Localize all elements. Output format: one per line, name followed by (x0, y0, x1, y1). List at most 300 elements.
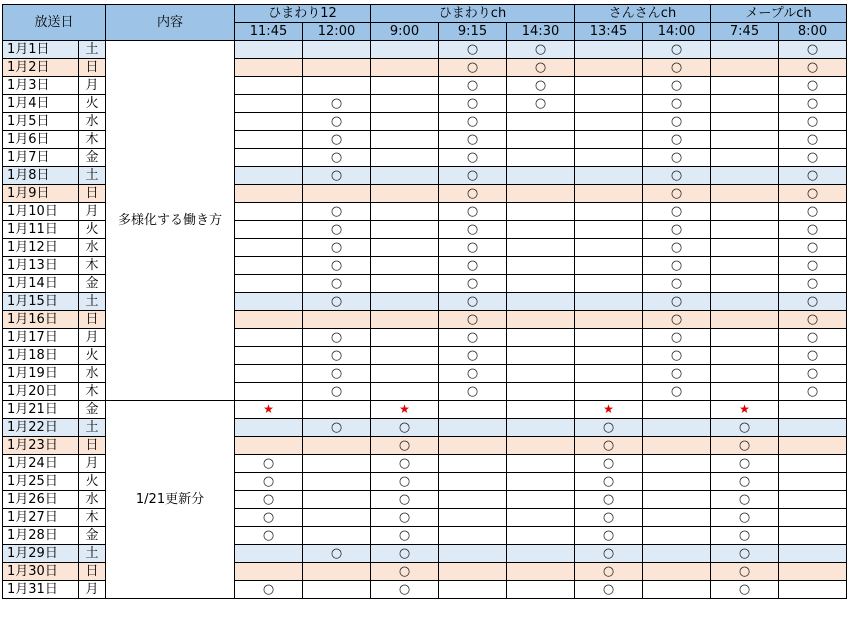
circle-mark-icon: ○ (330, 132, 343, 147)
slot-cell (371, 221, 439, 239)
weekday-cell: 土 (79, 167, 106, 185)
slot-cell (235, 455, 303, 473)
circle-mark-icon: ○ (262, 456, 275, 471)
circle-mark-icon: ○ (602, 438, 615, 453)
slot-cell (235, 563, 303, 581)
header-channel-maplech: メープルch (711, 5, 847, 23)
header-time: 14:00 (643, 23, 711, 41)
circle-mark-icon: ○ (806, 366, 819, 381)
slot-cell (371, 401, 439, 419)
weekday-cell: 火 (79, 347, 106, 365)
header-time: 11:45 (235, 23, 303, 41)
header-row-channels (3, 5, 847, 23)
slot-cell (643, 545, 711, 563)
date-cell: 1月3日 (3, 77, 79, 95)
date-cell: 1月27日 (3, 509, 79, 527)
header-time: 13:45 (575, 23, 643, 41)
slot-cell (507, 293, 575, 311)
slot-cell (643, 401, 711, 419)
slot-cell (711, 113, 779, 131)
slot-cell (575, 329, 643, 347)
slot-cell (507, 275, 575, 293)
table-row (3, 41, 847, 59)
circle-mark-icon: ○ (670, 330, 683, 345)
slot-cell (575, 95, 643, 113)
slot-cell (371, 347, 439, 365)
circle-mark-icon: ○ (534, 78, 547, 93)
slot-cell (371, 311, 439, 329)
slot-cell (507, 77, 575, 95)
date-cell: 1月10日 (3, 203, 79, 221)
date-cell: 1月8日 (3, 167, 79, 185)
slot-cell (371, 455, 439, 473)
slot-cell (575, 383, 643, 401)
circle-mark-icon: ○ (466, 276, 479, 291)
circle-mark-icon: ○ (466, 312, 479, 327)
slot-cell (235, 167, 303, 185)
slot-cell (507, 527, 575, 545)
slot-cell (303, 131, 371, 149)
slot-cell (439, 239, 507, 257)
slot-cell (779, 455, 847, 473)
slot-cell (643, 383, 711, 401)
slot-cell (711, 59, 779, 77)
slot-cell (643, 77, 711, 95)
date-cell: 1月28日 (3, 527, 79, 545)
slot-cell (303, 527, 371, 545)
circle-mark-icon: ○ (466, 366, 479, 381)
circle-mark-icon: ○ (398, 546, 411, 561)
content-cell: 1/21更新分 (106, 401, 235, 599)
circle-mark-icon: ○ (806, 204, 819, 219)
slot-cell (779, 131, 847, 149)
slot-cell (643, 509, 711, 527)
slot-cell (439, 203, 507, 221)
slot-cell (303, 257, 371, 275)
circle-mark-icon: ○ (602, 582, 615, 597)
slot-cell (439, 545, 507, 563)
circle-mark-icon: ○ (806, 258, 819, 273)
slot-cell (507, 95, 575, 113)
weekday-cell: 木 (79, 509, 106, 527)
slot-cell (439, 383, 507, 401)
slot-cell (711, 77, 779, 95)
circle-mark-icon: ○ (602, 420, 615, 435)
slot-cell (439, 113, 507, 131)
circle-mark-icon: ○ (602, 474, 615, 489)
slot-cell (643, 365, 711, 383)
slot-cell (711, 257, 779, 275)
slot-cell (779, 41, 847, 59)
weekday-cell: 月 (79, 77, 106, 95)
header-time: 7:45 (711, 23, 779, 41)
circle-mark-icon: ○ (466, 60, 479, 75)
slot-cell (643, 491, 711, 509)
weekday-cell: 土 (79, 293, 106, 311)
circle-mark-icon: ○ (466, 42, 479, 57)
weekday-cell: 日 (79, 437, 106, 455)
slot-cell (575, 347, 643, 365)
circle-mark-icon: ○ (330, 330, 343, 345)
weekday-cell: 火 (79, 473, 106, 491)
slot-cell (303, 113, 371, 131)
weekday-cell: 土 (79, 545, 106, 563)
slot-cell (507, 401, 575, 419)
circle-mark-icon: ○ (602, 528, 615, 543)
slot-cell (643, 347, 711, 365)
slot-cell (643, 131, 711, 149)
slot-cell (575, 239, 643, 257)
slot-cell (779, 581, 847, 599)
slot-cell (643, 203, 711, 221)
slot-cell (507, 167, 575, 185)
slot-cell (711, 41, 779, 59)
weekday-cell: 水 (79, 491, 106, 509)
slot-cell (643, 275, 711, 293)
circle-mark-icon: ○ (738, 438, 751, 453)
circle-mark-icon: ○ (330, 384, 343, 399)
circle-mark-icon: ○ (670, 276, 683, 291)
slot-cell (711, 545, 779, 563)
circle-mark-icon: ○ (534, 96, 547, 111)
slot-cell (439, 221, 507, 239)
slot-cell (711, 401, 779, 419)
slot-cell (507, 221, 575, 239)
weekday-cell: 日 (79, 185, 106, 203)
date-cell: 1月24日 (3, 455, 79, 473)
slot-cell (371, 275, 439, 293)
slot-cell (371, 545, 439, 563)
slot-cell (643, 473, 711, 491)
slot-cell (371, 329, 439, 347)
circle-mark-icon: ○ (466, 114, 479, 129)
date-cell: 1月6日 (3, 131, 79, 149)
slot-cell (779, 275, 847, 293)
circle-mark-icon: ○ (806, 78, 819, 93)
slot-cell (711, 203, 779, 221)
weekday-cell: 金 (79, 527, 106, 545)
slot-cell (507, 149, 575, 167)
slot-cell (779, 437, 847, 455)
slot-cell (235, 329, 303, 347)
slot-cell (371, 563, 439, 581)
slot-cell (235, 185, 303, 203)
slot-cell (303, 347, 371, 365)
slot-cell (235, 527, 303, 545)
slot-cell (643, 527, 711, 545)
slot-cell (439, 509, 507, 527)
slot-cell (235, 419, 303, 437)
circle-mark-icon: ○ (806, 60, 819, 75)
slot-cell (779, 95, 847, 113)
slot-cell (711, 131, 779, 149)
slot-cell (303, 41, 371, 59)
circle-mark-icon: ○ (466, 168, 479, 183)
slot-cell (779, 149, 847, 167)
slot-cell (575, 275, 643, 293)
slot-cell (371, 113, 439, 131)
slot-cell (439, 419, 507, 437)
weekday-cell: 金 (79, 275, 106, 293)
slot-cell (235, 437, 303, 455)
slot-cell (779, 563, 847, 581)
date-cell: 1月13日 (3, 257, 79, 275)
broadcast-schedule-table (2, 4, 847, 599)
slot-cell (439, 167, 507, 185)
circle-mark-icon: ○ (466, 204, 479, 219)
slot-cell (575, 203, 643, 221)
slot-cell (303, 563, 371, 581)
slot-cell (575, 59, 643, 77)
date-cell: 1月30日 (3, 563, 79, 581)
slot-cell (507, 329, 575, 347)
circle-mark-icon: ○ (806, 330, 819, 345)
slot-cell (439, 347, 507, 365)
slot-cell (507, 311, 575, 329)
circle-mark-icon: ○ (398, 582, 411, 597)
slot-cell (439, 257, 507, 275)
slot-cell (303, 383, 371, 401)
circle-mark-icon: ○ (262, 582, 275, 597)
circle-mark-icon: ○ (670, 240, 683, 255)
slot-cell (711, 239, 779, 257)
slot-cell (643, 563, 711, 581)
slot-cell (779, 311, 847, 329)
slot-cell (711, 185, 779, 203)
date-cell: 1月25日 (3, 473, 79, 491)
date-cell: 1月12日 (3, 239, 79, 257)
circle-mark-icon: ○ (466, 348, 479, 363)
header-time: 9:00 (371, 23, 439, 41)
slot-cell (779, 401, 847, 419)
slot-cell (235, 239, 303, 257)
slot-cell (439, 311, 507, 329)
slot-cell (235, 581, 303, 599)
circle-mark-icon: ○ (330, 168, 343, 183)
weekday-cell: 日 (79, 563, 106, 581)
slot-cell (439, 41, 507, 59)
weekday-cell: 木 (79, 383, 106, 401)
circle-mark-icon: ○ (738, 510, 751, 525)
slot-cell (779, 59, 847, 77)
slot-cell (371, 257, 439, 275)
circle-mark-icon: ○ (738, 420, 751, 435)
circle-mark-icon: ○ (670, 186, 683, 201)
slot-cell (439, 437, 507, 455)
slot-cell (643, 257, 711, 275)
circle-mark-icon: ○ (670, 294, 683, 309)
slot-cell (575, 167, 643, 185)
slot-cell (643, 329, 711, 347)
circle-mark-icon: ○ (738, 456, 751, 471)
slot-cell (643, 419, 711, 437)
slot-cell (643, 59, 711, 77)
circle-mark-icon: ○ (738, 528, 751, 543)
circle-mark-icon: ○ (398, 456, 411, 471)
slot-cell (235, 41, 303, 59)
weekday-cell: 月 (79, 329, 106, 347)
slot-cell (643, 239, 711, 257)
circle-mark-icon: ○ (806, 240, 819, 255)
circle-mark-icon: ○ (670, 60, 683, 75)
slot-cell (303, 293, 371, 311)
circle-mark-icon: ○ (670, 114, 683, 129)
circle-mark-icon: ○ (466, 240, 479, 255)
circle-mark-icon: ○ (806, 222, 819, 237)
date-cell: 1月4日 (3, 95, 79, 113)
slot-cell (235, 473, 303, 491)
slot-cell (235, 383, 303, 401)
circle-mark-icon: ○ (262, 528, 275, 543)
slot-cell (507, 581, 575, 599)
circle-mark-icon: ○ (806, 42, 819, 57)
slot-cell (575, 419, 643, 437)
slot-cell (235, 365, 303, 383)
slot-cell (779, 347, 847, 365)
circle-mark-icon: ○ (806, 114, 819, 129)
slot-cell (643, 293, 711, 311)
header-time: 12:00 (303, 23, 371, 41)
date-cell: 1月7日 (3, 149, 79, 167)
circle-mark-icon: ○ (670, 42, 683, 57)
circle-mark-icon: ○ (534, 42, 547, 57)
slot-cell (439, 527, 507, 545)
slot-cell (507, 203, 575, 221)
circle-mark-icon: ○ (670, 168, 683, 183)
circle-mark-icon: ○ (330, 258, 343, 273)
circle-mark-icon: ○ (670, 366, 683, 381)
slot-cell (575, 221, 643, 239)
slot-cell (575, 365, 643, 383)
slot-cell (235, 59, 303, 77)
slot-cell (303, 419, 371, 437)
weekday-cell: 木 (79, 257, 106, 275)
slot-cell (711, 455, 779, 473)
slot-cell (643, 167, 711, 185)
star-mark-icon: ★ (603, 402, 614, 416)
slot-cell (711, 293, 779, 311)
slot-cell (711, 329, 779, 347)
circle-mark-icon: ○ (466, 186, 479, 201)
circle-mark-icon: ○ (330, 366, 343, 381)
slot-cell (711, 527, 779, 545)
slot-cell (439, 275, 507, 293)
circle-mark-icon: ○ (330, 114, 343, 129)
slot-cell (371, 185, 439, 203)
slot-cell (779, 509, 847, 527)
circle-mark-icon: ○ (466, 258, 479, 273)
slot-cell (711, 563, 779, 581)
slot-cell (235, 293, 303, 311)
content-cell: 多様化する働き方 (106, 41, 235, 401)
slot-cell (371, 383, 439, 401)
header-time: 8:00 (779, 23, 847, 41)
slot-cell (575, 491, 643, 509)
circle-mark-icon: ○ (602, 456, 615, 471)
date-cell: 1月29日 (3, 545, 79, 563)
circle-mark-icon: ○ (398, 510, 411, 525)
slot-cell (303, 365, 371, 383)
star-mark-icon: ★ (263, 402, 274, 416)
header-time: 9:15 (439, 23, 507, 41)
slot-cell (575, 527, 643, 545)
circle-mark-icon: ○ (670, 384, 683, 399)
slot-cell (575, 509, 643, 527)
circle-mark-icon: ○ (806, 150, 819, 165)
slot-cell (235, 311, 303, 329)
slot-cell (439, 401, 507, 419)
date-cell: 1月14日 (3, 275, 79, 293)
slot-cell (303, 59, 371, 77)
slot-cell (779, 203, 847, 221)
slot-cell (711, 221, 779, 239)
slot-cell (303, 77, 371, 95)
circle-mark-icon: ○ (534, 60, 547, 75)
slot-cell (439, 59, 507, 77)
slot-cell (507, 239, 575, 257)
slot-cell (371, 203, 439, 221)
slot-cell (507, 491, 575, 509)
slot-cell (303, 203, 371, 221)
slot-cell (235, 347, 303, 365)
weekday-cell: 日 (79, 311, 106, 329)
slot-cell (235, 509, 303, 527)
slot-cell (371, 293, 439, 311)
date-cell: 1月17日 (3, 329, 79, 347)
weekday-cell: 金 (79, 149, 106, 167)
weekday-cell: 月 (79, 581, 106, 599)
date-cell: 1月23日 (3, 437, 79, 455)
slot-cell (303, 473, 371, 491)
slot-cell (643, 437, 711, 455)
header-broadcast-date: 放送日 (3, 5, 106, 41)
circle-mark-icon: ○ (670, 96, 683, 111)
circle-mark-icon: ○ (466, 384, 479, 399)
circle-mark-icon: ○ (670, 258, 683, 273)
slot-cell (303, 509, 371, 527)
slot-cell (235, 95, 303, 113)
slot-cell (303, 149, 371, 167)
slot-cell (439, 185, 507, 203)
slot-cell (779, 419, 847, 437)
circle-mark-icon: ○ (398, 438, 411, 453)
circle-mark-icon: ○ (330, 294, 343, 309)
circle-mark-icon: ○ (806, 384, 819, 399)
slot-cell (779, 329, 847, 347)
circle-mark-icon: ○ (466, 96, 479, 111)
circle-mark-icon: ○ (466, 330, 479, 345)
slot-cell (575, 77, 643, 95)
slot-cell (439, 365, 507, 383)
circle-mark-icon: ○ (738, 564, 751, 579)
slot-cell (303, 275, 371, 293)
circle-mark-icon: ○ (806, 96, 819, 111)
circle-mark-icon: ○ (670, 150, 683, 165)
date-cell: 1月1日 (3, 41, 79, 59)
slot-cell (439, 563, 507, 581)
date-cell: 1月2日 (3, 59, 79, 77)
slot-cell (235, 545, 303, 563)
slot-cell (507, 455, 575, 473)
slot-cell (303, 221, 371, 239)
slot-cell (507, 473, 575, 491)
slot-cell (303, 329, 371, 347)
slot-cell (303, 545, 371, 563)
circle-mark-icon: ○ (670, 348, 683, 363)
circle-mark-icon: ○ (262, 474, 275, 489)
slot-cell (779, 491, 847, 509)
slot-cell (779, 239, 847, 257)
